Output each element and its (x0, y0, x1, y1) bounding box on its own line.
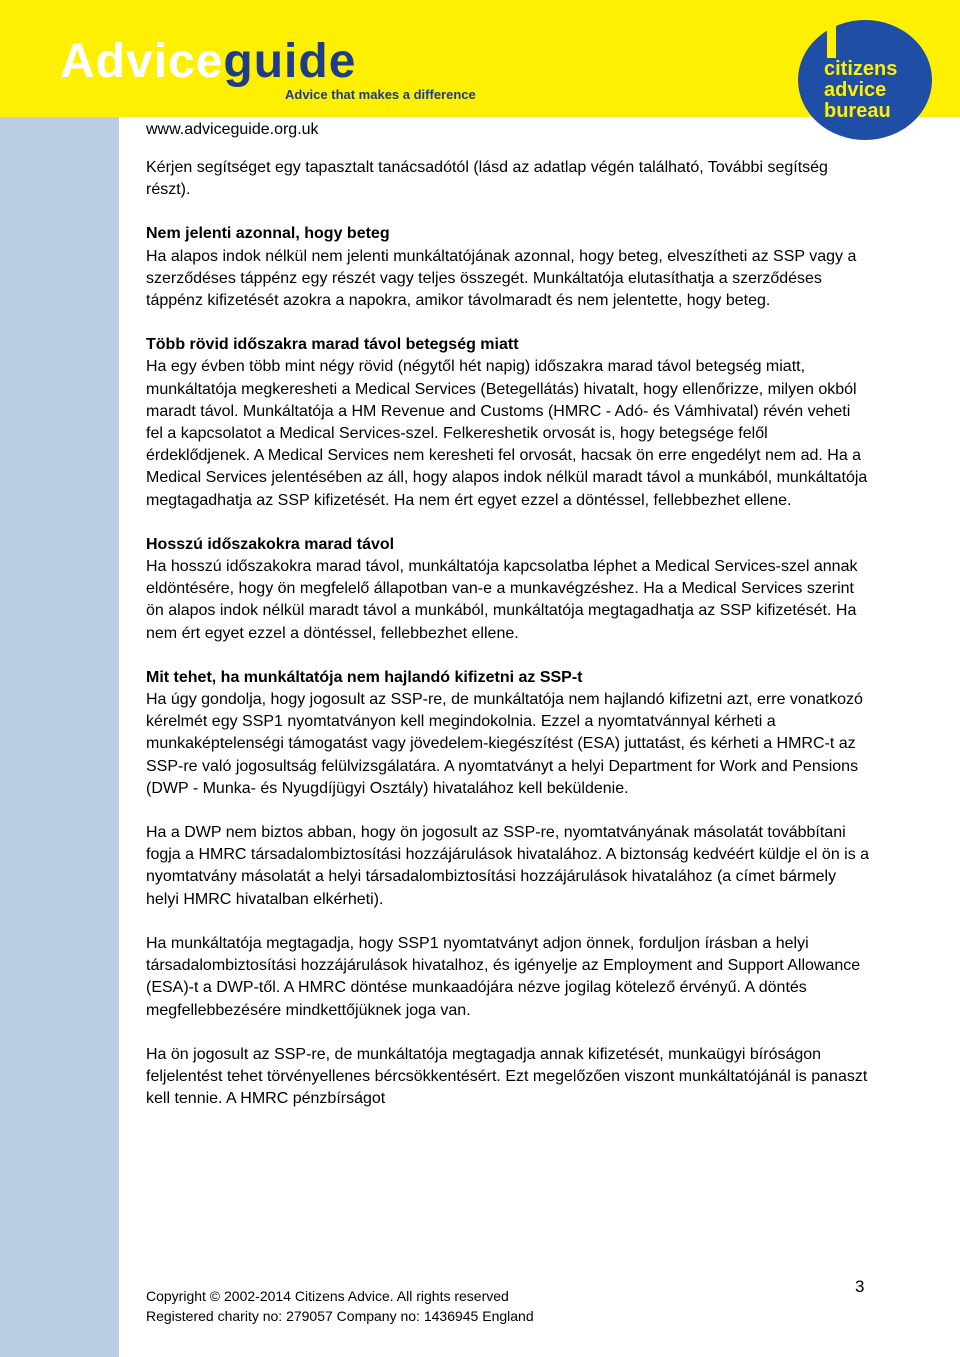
section-heading-short-absences: Több rövid időszakra marad távol betegség miatt (146, 336, 519, 354)
site-url: www.adviceguide.org.uk (146, 121, 319, 138)
citizens-advice-bureau-logo (798, 20, 932, 140)
page-footer (146, 1286, 534, 1326)
brand-tagline: Advice that makes a difference (285, 87, 476, 102)
page-number: 3 (855, 1277, 865, 1296)
copyright-text: Copyright © 2002-2014 Citizens Advice. All rights reserved (146, 1288, 509, 1304)
section-heading-not-reporting: Nem jelenti azonnal, hogy beteg (146, 225, 390, 243)
intro-paragraph: Kérjen segítséget egy tapasztalt tanácsadótól (lásd az adatlap végén található, További segítség részt). (146, 159, 828, 199)
section-body-short-absences: Ha egy évben több mint négy rövid (négytől hét napig) időszakra marad távol betegség miatt, munkáltatója megkeresheti a Medical Services (Betegellátás) hivatalt, hogy ellenőrizze, milyen okból maradt távol. Munkáltatója a HM Revenue and Customs (HMRC - Adó- és Vámhivatal) révén veheti fel a kapcsolatot a Medical Services-szel. Felkereshetik orvosát is, hogy betegsége felől érdeklődjenek. A Medical Services nem keresheti fel orvosát, hacsak ön erre engedélyt nem ad. Ha a Medical Services jelentésében az áll, hogy alapos indok nélkül maradt távol a munkából, munkáltatója megtagadhatja az SSP kifizetését. Ha nem ért egyet ezzel a döntéssel, fellebbezhet ellene. (146, 358, 868, 509)
logo-word-bureau: bureau (824, 100, 891, 122)
logo-word-advice: advice (824, 79, 887, 101)
section-heading-employer-refuses: Mit tehet, ha munkáltatója nem hajlandó kifizetni az SSP-t (146, 668, 583, 686)
document-body (146, 157, 871, 1132)
logo-bar (827, 20, 836, 58)
paragraph-dwp-unsure: Ha a DWP nem biztos abban, hogy ön jogosult az SSP-re, nyomtatványának másolatát továbbítani fogja a HMRC társadalombiztosítási hozzájárulások hivatalához. A biztonság kedvéért küldje el ön is a nyomtatvány másolatát a helyi társadalombiztosítási hozzájárulások hivatalához (a címet bármely helyi HMRC hivatalban elkérheti). (146, 824, 870, 908)
section-body-not-reporting: Ha alapos indok nélkül nem jelenti munkáltatójának azonnal, hogy beteg, elveszítheti az SSP vagy a szerződéses táppénz egy részét vagy teljes összegét. Munkáltatója elutasíthatja a szerződéses táppénz kifizetését azokra a napokra, amikor távolmaradt és nem jelentette, hogy beteg. (146, 247, 857, 310)
paragraph-ssp1-refused: Ha munkáltatója megtagadja, hogy SSP1 nyomtatványt adjon önnek, forduljon írásban a helyi társadalombiztosítási hozzájárulások hivatalhoz, és igényelje az Employment and Support Allowance (ESA)-t a DWP-től. A HMRC döntése munkaadójára nézve jogilag kötelező érvényű. A döntés megfellebbezésére mindkettőjüknek joga van. (146, 934, 861, 1019)
section-body-long-absences: Ha hosszú időszakokra marad távol, munkáltatója kapcsolatba léphet a Medical Services-szel annak eldöntésére, hogy ön megfelelő állapotban van-e a munkavégzéshez. Ha a Medical Services szerint ön alapos indok nélkül maradt távol a munkából, munkáltatója megtagadhatja az SSP kifizetését. Ha nem ért egyet ezzel a döntéssel, fellebbezhet ellene. (146, 558, 858, 642)
section-body-employer-refuses: Ha úgy gondolja, hogy jogosult az SSP-re, de munkáltatója nem hajlandó kifizetni azt, erre vonatkozó kérelmét egy SSP1 nyomtatványon kell megindokolnia. Ezzel a nyomtatvánnyal kérheti a munkaképtelenségi támogatást vagy jövedelem-kiegészítést (ESA) juttatást, és kérheti a HMRC-t az SSP-re való jogosultság felülvizsgálatára. A nyomtatványt a helyi Department for Work and Pensions (DWP - Munka- és Nyugdíjügyi Osztály) hivatalához kell beküldenie. (146, 691, 863, 797)
paragraph-tribunal: Ha ön jogosult az SSP-re, de munkáltatója megtagadja annak kifizetését, munkaügyi bíróságon feljelentést tehet törvényellenes bércsökkentésért. Ezt megelőzően viszont munkáltatójánál is panaszt kell tennie. A HMRC pénzbírságot (146, 1045, 868, 1108)
registration-text: Registered charity no: 279057 Company no: 1436945 England (146, 1308, 534, 1324)
section-heading-long-absences: Hosszú időszakokra marad távol (146, 535, 395, 553)
left-sidebar-band (0, 0, 119, 1357)
brand-part-advice: Advice (60, 35, 224, 88)
brand-part-guide: guide (223, 35, 357, 88)
logo-word-citizens: citizens (824, 58, 898, 80)
adviceguide-logo (60, 35, 357, 88)
